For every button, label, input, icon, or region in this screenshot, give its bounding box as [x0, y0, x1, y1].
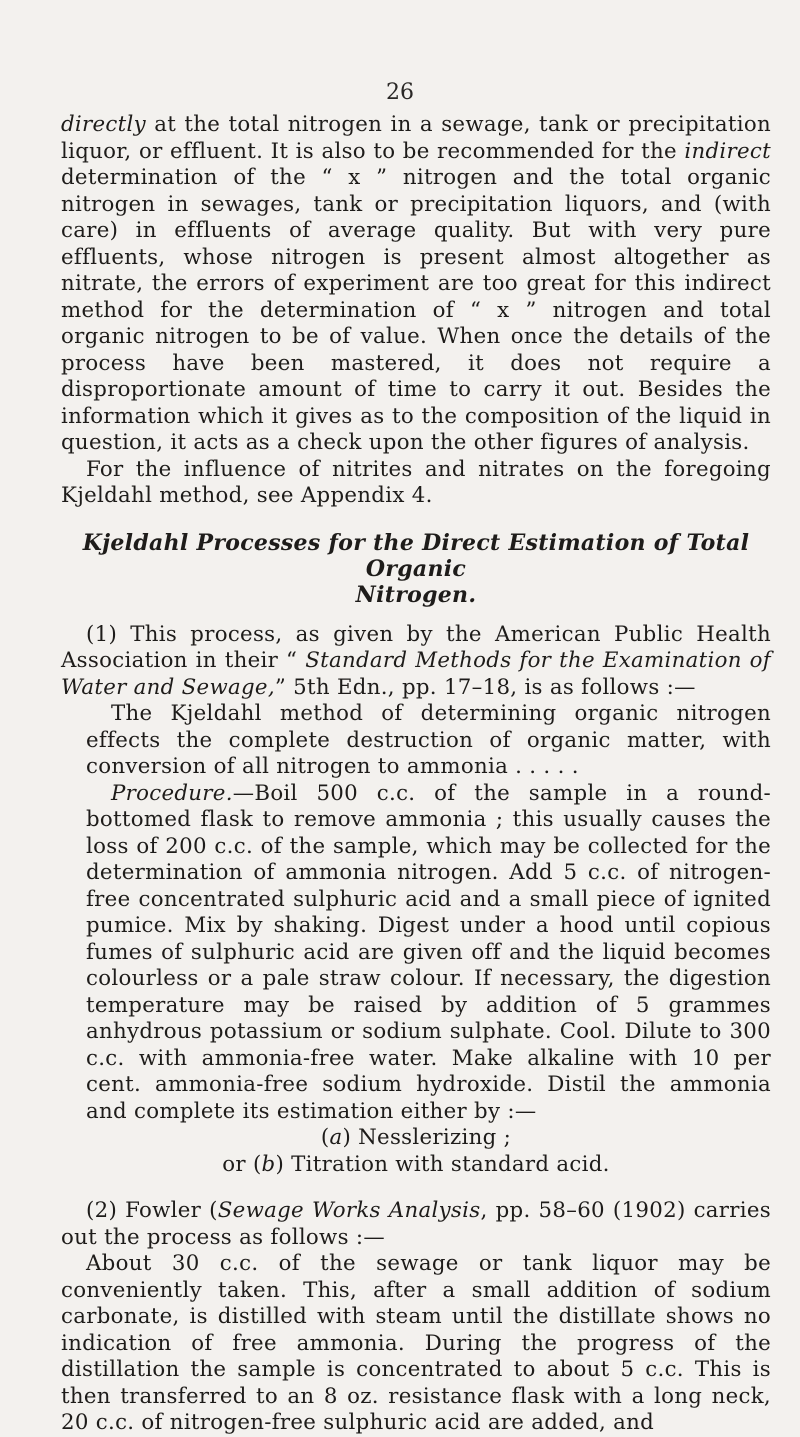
paragraph-procedure	[86, 781, 771, 1126]
paragraph-text: (1) This process, as given by the American Public Health Association in their “	[61, 621, 771, 673]
paragraph-fowler	[61, 1198, 771, 1251]
paragraph-appendix-note: For the influence of nitrites and nitrates on the foregoing Kjeldahl method, see Appendix 4.	[61, 456, 771, 508]
heading-line-2: Nitrogen.	[355, 581, 477, 608]
paragraph-text: —Boil 500 c.c. of the sample in a round-bottomed flask to remove ammonia ; this usually causes the loss of 200 c.c. of the sample, which may be collected for the determination of ammonia nitrogen. Add 5 c.c. of nitrogen-free concentrated sulphuric acid and a small piece of ignited pumice. Mix by shaking. Digest under a hood until copious fumes of sulphuric acid are given off and the liquid becomes colourless or a pale straw colour. If necessary, the digestion temperature may be raised by addition of 5 grammes anhydrous potassium or sodium sulphate. Cool. Dilute to 300 c.c. with ammonia-free water. Make alkaline with 10 per cent. ammonia-free sodium hydroxide. Distil the ammonia and complete its estimation either by :—	[86, 780, 771, 1124]
emphasis-indirect: indirect	[684, 138, 771, 164]
paragraph-fowler-method: About 30 c.c. of the sewage or tank liquor may be conveniently taken. This, after a small addition of sodium carbonate, is distilled with steam until the distillate shows no indication of free ammonia. During the progress of the distillation the sample is concentrated to about 5 c.c. This is then transferred to an 8 oz. resistance flask with a long neck, 20 c.c. of nitrogen-free sulphuric acid are added, and	[61, 1251, 771, 1435]
option-b-mark: b	[261, 1151, 276, 1177]
heading-line-1: Kjeldahl Processes for the Direct Estimation of Total Organic	[82, 529, 750, 582]
paragraph-text: determination of the “ x ” nitrogen and the total organic nitrogen in sewages, tank or precipitation liquors, and (with care) in effluents of average quality. But with very pure effluents, whose nitrogen is present almost altogether as nitrate, the errors of experiment are too great for this indirect method for the determination of “ x ” nitrogen and total organic nitrogen to be of value. When once the details of the process have been mastered, it does not require a disproportionate amount of time to carry it out. Besides the information which it gives as to the composition of the liquid in question, it acts as a check upon the other figures of analysis.	[61, 165, 771, 455]
procedure-label: Procedure.	[111, 780, 233, 806]
option-a-mark: a	[329, 1125, 343, 1150]
paragraph-kjeldahl-intro: The Kjeldahl method of determining organic nitrogen effects the complete destruction of organic matter, with conversion of all nitrogen to ammonia . . . . .	[86, 701, 771, 779]
paragraph-apha	[61, 622, 771, 702]
section-heading	[61, 530, 771, 608]
option-b-prefix: or (	[222, 1151, 262, 1177]
paragraph-text: , pp. 58–60 (1902) carries out the process as follows :—	[61, 1198, 772, 1250]
option-a-text: Nesslerizing ;	[351, 1125, 512, 1150]
option-a: (a) Nesslerizing ;	[320, 1125, 512, 1150]
emphasis-directly: directly	[61, 112, 146, 137]
paragraph-text: ” 5th Edn., pp. 17–18, is as follows :—	[274, 674, 696, 700]
paragraph-text: at the total nitrogen in a sewage, tank or precipitation liquor, or effluent. It is also to be recommended for the	[61, 112, 771, 164]
page-number: 26	[386, 80, 414, 105]
option-b-text: ) Titration with standard acid.	[275, 1151, 610, 1177]
paragraph-indirect-method	[61, 112, 771, 457]
page-body	[61, 112, 771, 1437]
spacer	[61, 1178, 771, 1198]
option-b	[61, 1152, 771, 1179]
paragraph-text: (2) Fowler (	[86, 1198, 218, 1223]
book-title-standard-methods: Standard Methods for the Examination of Water and Sewage,	[61, 648, 771, 700]
book-title-sewage-works-analysis: Sewage Works Analysis	[217, 1198, 481, 1223]
